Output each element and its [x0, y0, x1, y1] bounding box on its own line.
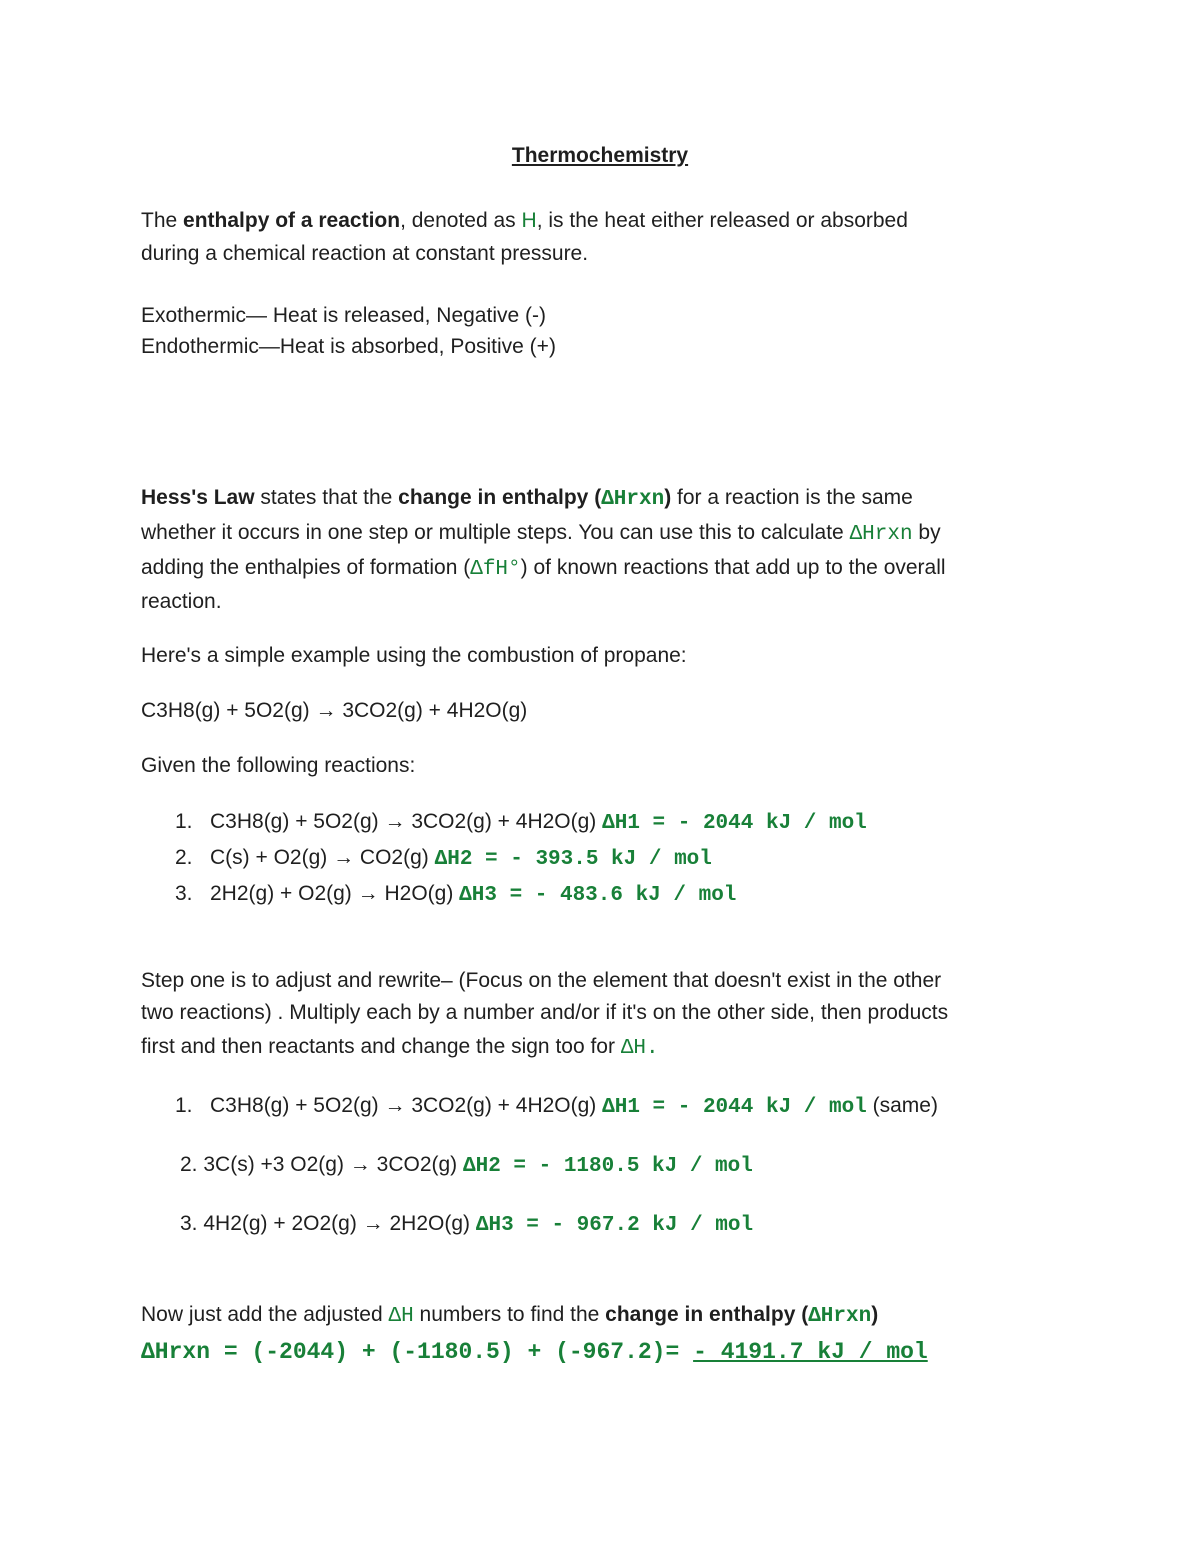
- delta-h-value: ΔH2 = - 393.5 kJ / mol: [434, 848, 712, 871]
- intro-text: , denoted as: [400, 209, 522, 232]
- step-one-line-2: two reactions) . Multiply each by a number and/or if it's on the other side, then products: [141, 1001, 949, 1024]
- final-text: Now just add the adjusted: [141, 1303, 389, 1326]
- adjusted-reaction-item: [180, 1151, 753, 1181]
- delta-h-value: ΔH1 = - 2044 kJ / mol: [602, 812, 867, 835]
- list-number: 1.: [175, 1094, 193, 1117]
- list-number: 2.: [175, 846, 193, 869]
- step-one-line-1: Step one is to adjust and rewrite– (Focus on the element that doesn't exist in the other: [141, 969, 942, 992]
- delta-h-rxn-symbol: ΔHrxn: [601, 488, 665, 511]
- hess-line-4: reaction.: [141, 590, 222, 613]
- reaction-equation: 4H2(g) + 2O2(g) → 2H2O(g): [197, 1212, 476, 1235]
- intro-text: The: [141, 209, 184, 232]
- delta-h-value: ΔH2 = - 1180.5 kJ / mol: [463, 1155, 753, 1178]
- endothermic-definition: Endothermic—Heat is absorbed, Positive (+): [141, 335, 556, 358]
- overall-reaction: C3H8(g) + 5O2(g) → 3CO2(g) + 4H2O(g): [141, 699, 528, 722]
- hess-text: whether it occurs in one step or multiple steps. You can use this to calculate: [141, 521, 850, 544]
- adjusted-reaction-item: [180, 1210, 753, 1240]
- example-intro: Here's a simple example using the combustion of propane:: [141, 644, 687, 667]
- hess-text: adding the enthalpies of formation (: [141, 556, 471, 579]
- delta-h-value: ΔH3 = - 967.2 kJ / mol: [475, 1214, 754, 1237]
- reaction-equation: 2H2(g) + O2(g) → H2O(g): [210, 882, 460, 905]
- delta-h-value: ΔH1 = - 2044 kJ / mol: [602, 1096, 867, 1119]
- exothermic-definition: Exothermic— Heat is released, Negative (-): [141, 304, 546, 327]
- list-number: 2.: [180, 1153, 198, 1176]
- hess-text: ) of known reactions that add up to the overall: [520, 556, 946, 579]
- hess-line-2: [141, 519, 941, 549]
- step-one-text: first and then reactants and change the sign too for: [141, 1035, 621, 1058]
- intro-line-1: [141, 207, 908, 235]
- given-reaction-item: [175, 880, 736, 910]
- intro-line-2: during a chemical reaction at constant pressure.: [141, 242, 589, 265]
- final-equation: [141, 1336, 928, 1366]
- enthalpy-symbol: H: [521, 209, 537, 232]
- adjusted-reaction-item: [175, 1092, 938, 1122]
- page-title: Thermochemistry: [511, 144, 689, 167]
- reaction-note: (same): [866, 1094, 938, 1117]
- change-in-enthalpy-term: change in enthalpy (: [398, 486, 602, 509]
- delta-h-rxn-symbol: ΔHrxn: [849, 523, 913, 546]
- list-number: 3.: [175, 882, 193, 905]
- list-number: 1.: [175, 810, 193, 833]
- hess-text: for a reaction is the same: [671, 486, 913, 509]
- hess-text: states that the: [254, 486, 399, 509]
- delta-h-rxn-symbol: ΔHrxn: [808, 1305, 872, 1328]
- intro-text: , is the heat either released or absorbed: [536, 209, 908, 232]
- hess-text: by: [912, 521, 941, 544]
- hess-law-term: Hess's Law: [141, 486, 255, 509]
- hess-line-3: [141, 554, 946, 584]
- delta-h-symbol: ΔH.: [620, 1037, 659, 1060]
- final-intro-line: [141, 1301, 878, 1331]
- paren-close: ): [871, 1303, 879, 1326]
- delta-h-symbol: ΔH: [388, 1305, 414, 1328]
- reaction-equation: C3H8(g) + 5O2(g) → 3CO2(g) + 4H2O(g): [210, 810, 603, 833]
- final-result: - 4191.7 kJ / mol: [693, 1339, 928, 1365]
- paren-close: ): [664, 486, 672, 509]
- final-text: numbers to find the: [413, 1303, 606, 1326]
- given-reaction-item: [175, 808, 867, 838]
- change-in-enthalpy-term: change in enthalpy (: [605, 1303, 809, 1326]
- sum-expression: ΔHrxn = (-2044) + (-1180.5) + (-967.2)=: [141, 1339, 694, 1365]
- reaction-equation: 3C(s) +3 O2(g) → 3CO2(g): [197, 1153, 463, 1176]
- reaction-equation: C(s) + O2(g) → CO2(g): [210, 846, 435, 869]
- delta-f-h-symbol: ΔfH°: [470, 558, 521, 581]
- delta-h-value: ΔH3 = - 483.6 kJ / mol: [459, 884, 737, 907]
- reaction-equation: C3H8(g) + 5O2(g) → 3CO2(g) + 4H2O(g): [210, 1094, 603, 1117]
- given-label: Given the following reactions:: [141, 754, 416, 777]
- enthalpy-term: enthalpy of a reaction: [183, 209, 401, 232]
- step-one-line-3: [141, 1033, 659, 1063]
- hess-line-1: [141, 484, 913, 514]
- list-number: 3.: [180, 1212, 198, 1235]
- given-reaction-item: [175, 844, 712, 874]
